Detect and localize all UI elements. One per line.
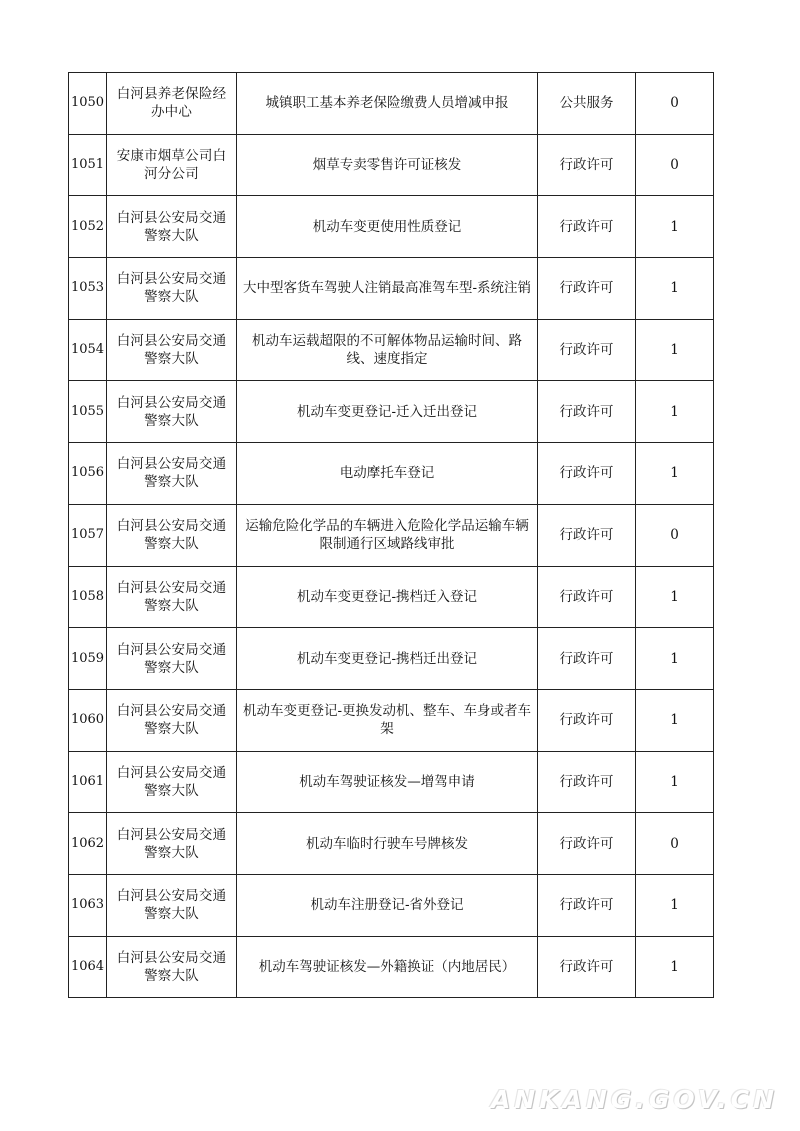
count-cell: 0 <box>636 73 714 135</box>
department-cell: 白河县养老保险经办中心 <box>107 73 237 135</box>
table-row <box>69 689 714 751</box>
row-id-cell: 1058 <box>69 566 107 628</box>
service-item-cell: 机动车变更登记-携档迁入登记 <box>237 566 538 628</box>
service-item-cell: 机动车变更使用性质登记 <box>237 196 538 258</box>
department-cell: 白河县公安局交通警察大队 <box>107 874 237 936</box>
table-row <box>69 319 714 381</box>
row-id-cell: 1052 <box>69 196 107 258</box>
department-cell: 白河县公安局交通警察大队 <box>107 628 237 690</box>
table-body <box>69 73 714 998</box>
service-items-table <box>68 72 714 998</box>
row-id-cell: 1050 <box>69 73 107 135</box>
item-type-cell: 行政许可 <box>538 381 636 443</box>
department-cell: 白河县公安局交通警察大队 <box>107 566 237 628</box>
row-id-cell: 1057 <box>69 504 107 566</box>
table-row <box>69 874 714 936</box>
count-cell: 1 <box>636 196 714 258</box>
row-id-cell: 1064 <box>69 936 107 998</box>
count-cell: 0 <box>636 504 714 566</box>
item-type-cell: 行政许可 <box>538 196 636 258</box>
item-type-cell: 行政许可 <box>538 134 636 196</box>
department-cell: 白河县公安局交通警察大队 <box>107 319 237 381</box>
count-cell: 1 <box>636 319 714 381</box>
count-cell: 1 <box>636 381 714 443</box>
item-type-cell: 行政许可 <box>538 751 636 813</box>
service-item-cell: 机动车变更登记-迁入迁出登记 <box>237 381 538 443</box>
count-cell: 1 <box>636 874 714 936</box>
department-cell: 白河县公安局交通警察大队 <box>107 196 237 258</box>
service-item-cell: 机动车注册登记-省外登记 <box>237 874 538 936</box>
table-row <box>69 628 714 690</box>
department-cell: 白河县公安局交通警察大队 <box>107 504 237 566</box>
department-cell: 白河县公安局交通警察大队 <box>107 936 237 998</box>
service-item-cell: 机动车驾驶证核发—增驾申请 <box>237 751 538 813</box>
count-cell: 0 <box>636 813 714 875</box>
item-type-cell: 行政许可 <box>538 443 636 505</box>
service-item-cell: 机动车临时行驶车号牌核发 <box>237 813 538 875</box>
service-item-cell: 烟草专卖零售许可证核发 <box>237 134 538 196</box>
row-id-cell: 1059 <box>69 628 107 690</box>
service-item-cell: 机动车变更登记-携档迁出登记 <box>237 628 538 690</box>
department-cell: 白河县公安局交通警察大队 <box>107 751 237 813</box>
service-item-cell: 运输危险化学品的车辆进入危险化学品运输车辆限制通行区域路线审批 <box>237 504 538 566</box>
item-type-cell: 行政许可 <box>538 319 636 381</box>
count-cell: 1 <box>636 689 714 751</box>
item-type-cell: 行政许可 <box>538 874 636 936</box>
department-cell: 白河县公安局交通警察大队 <box>107 381 237 443</box>
service-item-cell: 机动车驾驶证核发—外籍换证（内地居民） <box>237 936 538 998</box>
row-id-cell: 1060 <box>69 689 107 751</box>
department-cell: 白河县公安局交通警察大队 <box>107 689 237 751</box>
count-cell: 0 <box>636 134 714 196</box>
row-id-cell: 1054 <box>69 319 107 381</box>
table-row <box>69 504 714 566</box>
count-cell: 1 <box>636 628 714 690</box>
row-id-cell: 1051 <box>69 134 107 196</box>
row-id-cell: 1056 <box>69 443 107 505</box>
item-type-cell: 公共服务 <box>538 73 636 135</box>
service-item-cell: 机动车运载超限的不可解体物品运输时间、路线、速度指定 <box>237 319 538 381</box>
service-item-cell: 电动摩托车登记 <box>237 443 538 505</box>
department-cell: 安康市烟草公司白河分公司 <box>107 134 237 196</box>
table-row <box>69 443 714 505</box>
table-row <box>69 936 714 998</box>
row-id-cell: 1055 <box>69 381 107 443</box>
table-row <box>69 134 714 196</box>
department-cell: 白河县公安局交通警察大队 <box>107 813 237 875</box>
item-type-cell: 行政许可 <box>538 504 636 566</box>
item-type-cell: 行政许可 <box>538 258 636 320</box>
table-row <box>69 381 714 443</box>
item-type-cell: 行政许可 <box>538 813 636 875</box>
item-type-cell: 行政许可 <box>538 628 636 690</box>
row-id-cell: 1061 <box>69 751 107 813</box>
count-cell: 1 <box>636 258 714 320</box>
item-type-cell: 行政许可 <box>538 566 636 628</box>
row-id-cell: 1063 <box>69 874 107 936</box>
count-cell: 1 <box>636 751 714 813</box>
table-row <box>69 566 714 628</box>
table-row <box>69 258 714 320</box>
row-id-cell: 1053 <box>69 258 107 320</box>
table-row <box>69 73 714 135</box>
item-type-cell: 行政许可 <box>538 689 636 751</box>
department-cell: 白河县公安局交通警察大队 <box>107 258 237 320</box>
count-cell: 1 <box>636 443 714 505</box>
table-row <box>69 813 714 875</box>
row-id-cell: 1062 <box>69 813 107 875</box>
item-type-cell: 行政许可 <box>538 936 636 998</box>
service-item-cell: 城镇职工基本养老保险缴费人员增减申报 <box>237 73 538 135</box>
department-cell: 白河县公安局交通警察大队 <box>107 443 237 505</box>
table-row <box>69 751 714 813</box>
count-cell: 1 <box>636 566 714 628</box>
table-row <box>69 196 714 258</box>
site-watermark: ANKANG.GOV.CN <box>490 1085 778 1114</box>
count-cell: 1 <box>636 936 714 998</box>
service-item-cell: 大中型客货车驾驶人注销最高准驾车型-系统注销 <box>237 258 538 320</box>
service-item-cell: 机动车变更登记-更换发动机、整车、车身或者车架 <box>237 689 538 751</box>
